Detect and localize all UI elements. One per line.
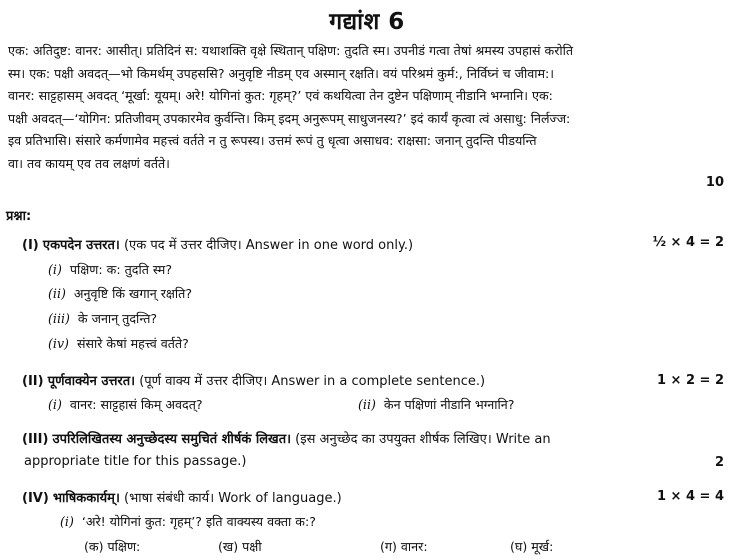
question-1-heading bbox=[22, 235, 413, 253]
item-text: ‘अरे! योगिनां कुत: गृहम्’? इति वाक्यस्य वक्ता क:? bbox=[81, 514, 316, 529]
question-3-instruction-cont: appropriate title for this passage.) bbox=[24, 454, 247, 469]
item-text: संसारे केषां महत्त्वं वर्तते? bbox=[76, 336, 189, 351]
question-1-item bbox=[48, 310, 157, 327]
question-4-instruction: (भाषा संबंधी कार्य। Work of language.) bbox=[119, 491, 342, 506]
question-4-title: भाषिककार्यम्। bbox=[52, 491, 120, 506]
question-1-number: (I) bbox=[22, 238, 39, 253]
question-3-heading bbox=[22, 429, 551, 447]
item-number: (ii) bbox=[48, 286, 66, 301]
passage-line: एक: अतिदुष्ट: वानर: आसीत्। प्रतिदिनं स: यथाशक्ति वृक्षे स्थितान् पक्षिण: तुदति स्म। उपनीडं गत्वा तेषां श्रमस्य उपहासं करोति bbox=[8, 43, 574, 58]
question-1-instruction: (एक पद में उत्तर दीजिए। Answer in one word only.) bbox=[119, 238, 414, 253]
question-3-marks: 2 bbox=[714, 455, 724, 470]
passage-text bbox=[8, 40, 726, 175]
question-4-number: (IV) bbox=[22, 491, 49, 506]
item-text: वानर: साट्टहासं किम् अवदत्? bbox=[69, 397, 203, 412]
question-3-number: (III) bbox=[22, 432, 49, 447]
question-1-item bbox=[48, 261, 172, 278]
item-number: (i) bbox=[48, 397, 62, 412]
option-a: (क) पक्षिण: bbox=[84, 539, 141, 554]
item-text: अनुवृष्टि किं खगान् रक्षति? bbox=[73, 286, 193, 301]
question-4-marks: 1 × 4 = 4 bbox=[656, 489, 724, 504]
question-1-marks: ½ × 4 = 2 bbox=[652, 235, 724, 250]
question-2-instruction: (पूर्ण वाक्य में उत्तर दीजिए। Answer in a complete sentence.) bbox=[135, 374, 486, 389]
item-text: पक्षिण: क: तुदति स्म? bbox=[69, 262, 172, 277]
option-d: (घ) मूर्ख: bbox=[510, 539, 554, 554]
passage-line: वा। तव कायम् एव तव लक्षणं वर्तते। bbox=[8, 155, 170, 171]
question-2-heading bbox=[22, 371, 485, 389]
item-text: के जनान् तुदन्ति? bbox=[77, 311, 158, 326]
passage-line: वानर: साट्टहासम् अवदत् ‘मूर्खा: यूयम्। अरे! योगिनां कुत: गृहम्?’ एवं कथयित्वा तेन दुष्टेन पक्षिणाम् नीडानि भग्नानि। एक: bbox=[8, 88, 553, 103]
question-2-marks: 1 × 2 = 2 bbox=[656, 373, 724, 388]
passage-title: गद्यांश 6 bbox=[329, 9, 405, 35]
item-number: (i) bbox=[60, 514, 74, 529]
question-3-instruction: (इस अनुच्छेद का उपयुक्त शीर्षक लिखिए। Write an bbox=[291, 432, 551, 447]
questions-label: प्रश्ना: bbox=[6, 209, 32, 224]
question-4-item bbox=[60, 513, 316, 530]
question-1-item bbox=[48, 285, 192, 302]
question-2-item bbox=[358, 396, 514, 413]
passage-marks: 10 bbox=[705, 175, 724, 190]
item-number: (iii) bbox=[48, 311, 70, 326]
item-number: (i) bbox=[48, 262, 62, 277]
option-b: (ख) पक्षी bbox=[218, 539, 262, 554]
item-text: केन पक्षिणां नीडानि भग्नानि? bbox=[383, 397, 515, 412]
item-number: (ii) bbox=[358, 397, 376, 412]
option-c: (ग) वानर: bbox=[380, 539, 428, 554]
question-1-title: एकपदेन उत्तरत। bbox=[42, 238, 120, 253]
passage-line: इव प्रतिभासि। संसारे कर्मणामेव महत्त्वं वर्तते न तु रूपस्य। उत्तमं रूपं तु धृत्वा असाधव: राक्षसा: जनान् तुदन्ति पीडयन्ति bbox=[8, 133, 537, 148]
passage-line: स्म। एक: पक्षी अवदत्—भो किमर्थम् उपहससि? अनुवृष्टि नीडम् एव अस्मान् रक्षति। वयं परिश्रमं कुर्म:, निर्विघ्नं च जीवाम:। bbox=[8, 65, 555, 81]
question-1-item bbox=[48, 335, 189, 352]
question-3-title: उपरिलिखितस्य अनुच्छेदस्य समुचितं शीर्षकं लिखत। bbox=[52, 432, 292, 447]
question-2-title: पूर्णवाक्येन उत्तरत। bbox=[47, 374, 136, 389]
item-number: (iv) bbox=[48, 336, 69, 351]
passage-line: पक्षी अवदत्—‘योगिन: प्रतिजीवम् उपकारमेव कुर्वन्ति। किम् इदम् अनुरूपम् साधुजनस्य?’ इदं कार्यं कृत्वा त्वं असाधु: निर्लज्ज: bbox=[8, 110, 571, 126]
question-2-number: (II) bbox=[22, 374, 44, 389]
question-2-item bbox=[48, 396, 203, 413]
question-4-heading bbox=[22, 488, 342, 506]
